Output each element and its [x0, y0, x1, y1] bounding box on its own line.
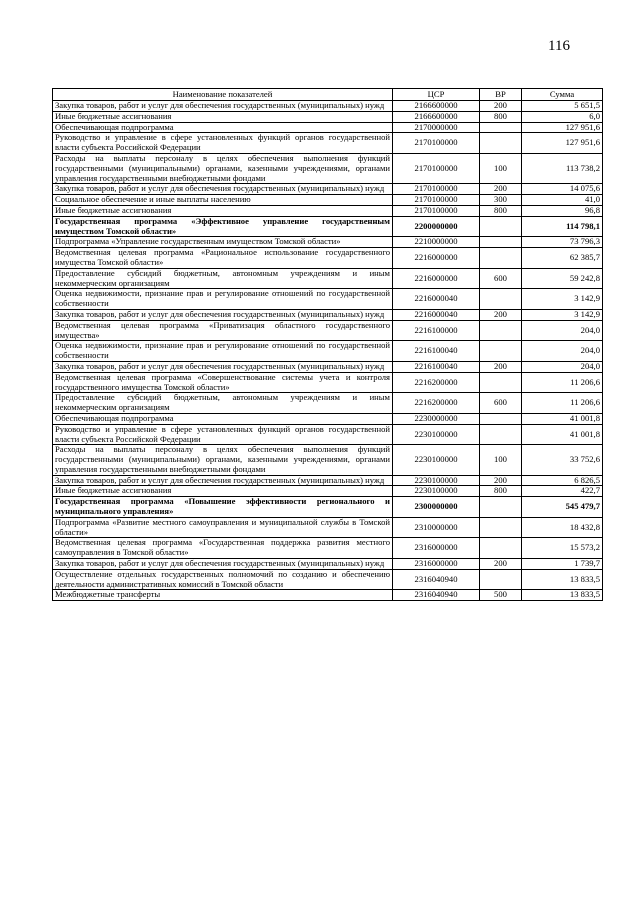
- row-name-cell: Социальное обеспечение и иные выплаты населению: [53, 195, 393, 206]
- table-row: [53, 111, 603, 122]
- table-body: [53, 101, 603, 601]
- row-sum-cell: 41,0: [522, 195, 603, 206]
- row-name-cell: Закупка товаров, работ и услуг для обеспечения государственных (муниципальных) нужд: [53, 361, 393, 372]
- table-row: [53, 445, 603, 475]
- row-name-cell: Оценка недвижимости, признание прав и регулирование отношений по государственной собственности: [53, 341, 393, 362]
- row-sum-cell: 11 206,6: [522, 372, 603, 393]
- table-row: [53, 248, 603, 269]
- row-vr-cell: 200: [480, 309, 522, 320]
- row-csr-cell: 2216000040: [393, 289, 480, 310]
- row-vr-cell: 200: [480, 559, 522, 570]
- row-name-cell: Государственная программа «Повышение эффективности регионального и муниципального управления»: [53, 497, 393, 518]
- row-csr-cell: 2210000000: [393, 237, 480, 248]
- table-row: [53, 517, 603, 538]
- row-sum-cell: 5 651,5: [522, 101, 603, 112]
- row-vr-cell: 200: [480, 475, 522, 486]
- table-row: [53, 101, 603, 112]
- row-sum-cell: 41 001,8: [522, 413, 603, 424]
- header-vr: ВР: [480, 89, 522, 101]
- header-row: [53, 89, 603, 101]
- table-row: [53, 133, 603, 154]
- row-csr-cell: 2230100000: [393, 445, 480, 475]
- row-csr-cell: 2200000000: [393, 216, 480, 237]
- row-csr-cell: 2230100000: [393, 486, 480, 497]
- row-sum-cell: 14 075,6: [522, 184, 603, 195]
- row-sum-cell: 15 573,2: [522, 538, 603, 559]
- row-vr-cell: 800: [480, 486, 522, 497]
- row-csr-cell: 2170100000: [393, 205, 480, 216]
- row-vr-cell: 100: [480, 153, 522, 183]
- row-csr-cell: 2310000000: [393, 517, 480, 538]
- row-sum-cell: 41 001,8: [522, 424, 603, 445]
- row-sum-cell: 13 833,5: [522, 590, 603, 601]
- row-sum-cell: 113 738,2: [522, 153, 603, 183]
- row-csr-cell: 2216200000: [393, 393, 480, 414]
- row-sum-cell: 1 739,7: [522, 559, 603, 570]
- table-row: [53, 361, 603, 372]
- row-name-cell: Руководство и управление в сфере установленных функций органов государственной власти субъекта Российской Федерации: [53, 133, 393, 154]
- row-vr-cell: [480, 122, 522, 133]
- row-vr-cell: [480, 517, 522, 538]
- row-sum-cell: 3 142,9: [522, 309, 603, 320]
- row-name-cell: Подпрограмма «Управление государственным имуществом Томской области»: [53, 237, 393, 248]
- row-name-cell: Иные бюджетные ассигнования: [53, 486, 393, 497]
- row-csr-cell: 2316000000: [393, 538, 480, 559]
- row-vr-cell: 800: [480, 205, 522, 216]
- row-name-cell: Ведомственная целевая программа «Совершенствование системы учета и контроля государственного имущества Томской области»: [53, 372, 393, 393]
- table-row: [53, 559, 603, 570]
- row-sum-cell: 18 432,8: [522, 517, 603, 538]
- row-csr-cell: 2216000040: [393, 309, 480, 320]
- row-vr-cell: 600: [480, 268, 522, 289]
- row-sum-cell: 204,0: [522, 361, 603, 372]
- table-row: [53, 413, 603, 424]
- row-csr-cell: 2300000000: [393, 497, 480, 518]
- table-row: [53, 424, 603, 445]
- row-name-cell: Закупка товаров, работ и услуг для обеспечения государственных (муниципальных) нужд: [53, 309, 393, 320]
- row-vr-cell: [480, 248, 522, 269]
- table-row: [53, 289, 603, 310]
- row-name-cell: Расходы на выплаты персоналу в целях обеспечения выполнения функций государственными (муниципальными) органами, казенными учреждениями, органами управления государственными внебюджетными фондами: [53, 445, 393, 475]
- row-vr-cell: 200: [480, 184, 522, 195]
- row-csr-cell: 2216100040: [393, 361, 480, 372]
- row-vr-cell: [480, 237, 522, 248]
- row-vr-cell: [480, 372, 522, 393]
- row-sum-cell: 73 796,3: [522, 237, 603, 248]
- header-csr: ЦСР: [393, 89, 480, 101]
- row-csr-cell: 2216000000: [393, 268, 480, 289]
- table-row: [53, 184, 603, 195]
- row-sum-cell: 545 479,7: [522, 497, 603, 518]
- row-vr-cell: [480, 569, 522, 590]
- row-vr-cell: [480, 424, 522, 445]
- row-sum-cell: 6 826,5: [522, 475, 603, 486]
- row-name-cell: Закупка товаров, работ и услуг для обеспечения государственных (муниципальных) нужд: [53, 184, 393, 195]
- row-name-cell: Закупка товаров, работ и услуг для обеспечения государственных (муниципальных) нужд: [53, 475, 393, 486]
- row-name-cell: Государственная программа «Эффективное управление государственным имуществом Томской области»: [53, 216, 393, 237]
- page-number: 116: [548, 38, 570, 54]
- row-vr-cell: [480, 216, 522, 237]
- header-sum: Сумма: [522, 89, 603, 101]
- row-csr-cell: 2166600000: [393, 101, 480, 112]
- row-csr-cell: 2170100000: [393, 184, 480, 195]
- row-name-cell: Оценка недвижимости, признание прав и регулирование отношений по государственной собственности: [53, 289, 393, 310]
- row-csr-cell: 2316040940: [393, 590, 480, 601]
- row-name-cell: Ведомственная целевая программа «Рациональное использование государственного имущества Томской области»: [53, 248, 393, 269]
- row-sum-cell: 13 833,5: [522, 569, 603, 590]
- row-name-cell: Закупка товаров, работ и услуг для обеспечения государственных (муниципальных) нужд: [53, 101, 393, 112]
- row-name-cell: Межбюджетные трансферты: [53, 590, 393, 601]
- table-row: [53, 475, 603, 486]
- row-name-cell: Обеспечивающая подпрограмма: [53, 413, 393, 424]
- row-name-cell: Руководство и управление в сфере установленных функций органов государственной власти субъекта Российской Федерации: [53, 424, 393, 445]
- table-row: [53, 486, 603, 497]
- table-row: [53, 122, 603, 133]
- table-row: [53, 497, 603, 518]
- row-name-cell: Подпрограмма «Развитие местного самоуправления и муниципальной службы в Томской области»: [53, 517, 393, 538]
- row-csr-cell: 2230000000: [393, 413, 480, 424]
- table-row: [53, 393, 603, 414]
- row-sum-cell: 114 798,1: [522, 216, 603, 237]
- row-csr-cell: 2316040940: [393, 569, 480, 590]
- row-csr-cell: 2216100040: [393, 341, 480, 362]
- table-row: [53, 372, 603, 393]
- row-vr-cell: 200: [480, 361, 522, 372]
- row-csr-cell: 2230100000: [393, 424, 480, 445]
- row-sum-cell: 62 385,7: [522, 248, 603, 269]
- table-row: [53, 237, 603, 248]
- row-csr-cell: 2170100000: [393, 153, 480, 183]
- row-csr-cell: 2170100000: [393, 133, 480, 154]
- table-row: [53, 538, 603, 559]
- row-vr-cell: [480, 341, 522, 362]
- table-row: [53, 309, 603, 320]
- row-sum-cell: 204,0: [522, 320, 603, 341]
- row-csr-cell: 2216200000: [393, 372, 480, 393]
- row-vr-cell: 100: [480, 445, 522, 475]
- row-vr-cell: [480, 133, 522, 154]
- table-row: [53, 195, 603, 206]
- row-csr-cell: 2316000000: [393, 559, 480, 570]
- row-sum-cell: 33 752,6: [522, 445, 603, 475]
- header-name: Наименование показателей: [53, 89, 393, 101]
- table-row: [53, 216, 603, 237]
- row-sum-cell: 59 242,8: [522, 268, 603, 289]
- row-name-cell: Предоставление субсидий бюджетным, автономным учреждениям и иным некоммерческим организациям: [53, 268, 393, 289]
- row-sum-cell: 11 206,6: [522, 393, 603, 414]
- row-vr-cell: [480, 413, 522, 424]
- row-name-cell: Ведомственная целевая программа «Государственная поддержка развития местного самоуправления в Томской области»: [53, 538, 393, 559]
- row-vr-cell: 200: [480, 101, 522, 112]
- table-row: [53, 153, 603, 183]
- table-row: [53, 320, 603, 341]
- row-vr-cell: 600: [480, 393, 522, 414]
- table-row: [53, 569, 603, 590]
- row-vr-cell: [480, 289, 522, 310]
- row-name-cell: Закупка товаров, работ и услуг для обеспечения государственных (муниципальных) нужд: [53, 559, 393, 570]
- row-vr-cell: [480, 538, 522, 559]
- row-sum-cell: 96,8: [522, 205, 603, 216]
- row-name-cell: Ведомственная целевая программа «Приватизация областного государственного имущества»: [53, 320, 393, 341]
- row-csr-cell: 2216100000: [393, 320, 480, 341]
- row-sum-cell: 6,0: [522, 111, 603, 122]
- row-csr-cell: 2216000000: [393, 248, 480, 269]
- row-sum-cell: 127 951,6: [522, 133, 603, 154]
- row-vr-cell: 800: [480, 111, 522, 122]
- row-name-cell: Иные бюджетные ассигнования: [53, 111, 393, 122]
- row-vr-cell: [480, 320, 522, 341]
- row-csr-cell: 2170100000: [393, 195, 480, 206]
- table-row: [53, 205, 603, 216]
- table-row: [53, 268, 603, 289]
- row-vr-cell: 300: [480, 195, 522, 206]
- row-name-cell: Расходы на выплаты персоналу в целях обеспечения выполнения функций государственными (муниципальными) органами, казенными учреждениями, органами управления государственными внебюджетными фондами: [53, 153, 393, 183]
- row-csr-cell: 2170000000: [393, 122, 480, 133]
- row-sum-cell: 3 142,9: [522, 289, 603, 310]
- row-name-cell: Иные бюджетные ассигнования: [53, 205, 393, 216]
- budget-table: [52, 88, 603, 601]
- row-sum-cell: 127 951,6: [522, 122, 603, 133]
- row-vr-cell: [480, 497, 522, 518]
- row-csr-cell: 2230100000: [393, 475, 480, 486]
- row-sum-cell: 422,7: [522, 486, 603, 497]
- table-row: [53, 341, 603, 362]
- row-csr-cell: 2166600000: [393, 111, 480, 122]
- row-vr-cell: 500: [480, 590, 522, 601]
- row-name-cell: Обеспечивающая подпрограмма: [53, 122, 393, 133]
- table-row: [53, 590, 603, 601]
- row-name-cell: Осуществление отдельных государственных полномочий по созданию и обеспечению деятельности административных комиссий в Томской области: [53, 569, 393, 590]
- row-sum-cell: 204,0: [522, 341, 603, 362]
- row-name-cell: Предоставление субсидий бюджетным, автономным учреждениям и иным некоммерческим организациям: [53, 393, 393, 414]
